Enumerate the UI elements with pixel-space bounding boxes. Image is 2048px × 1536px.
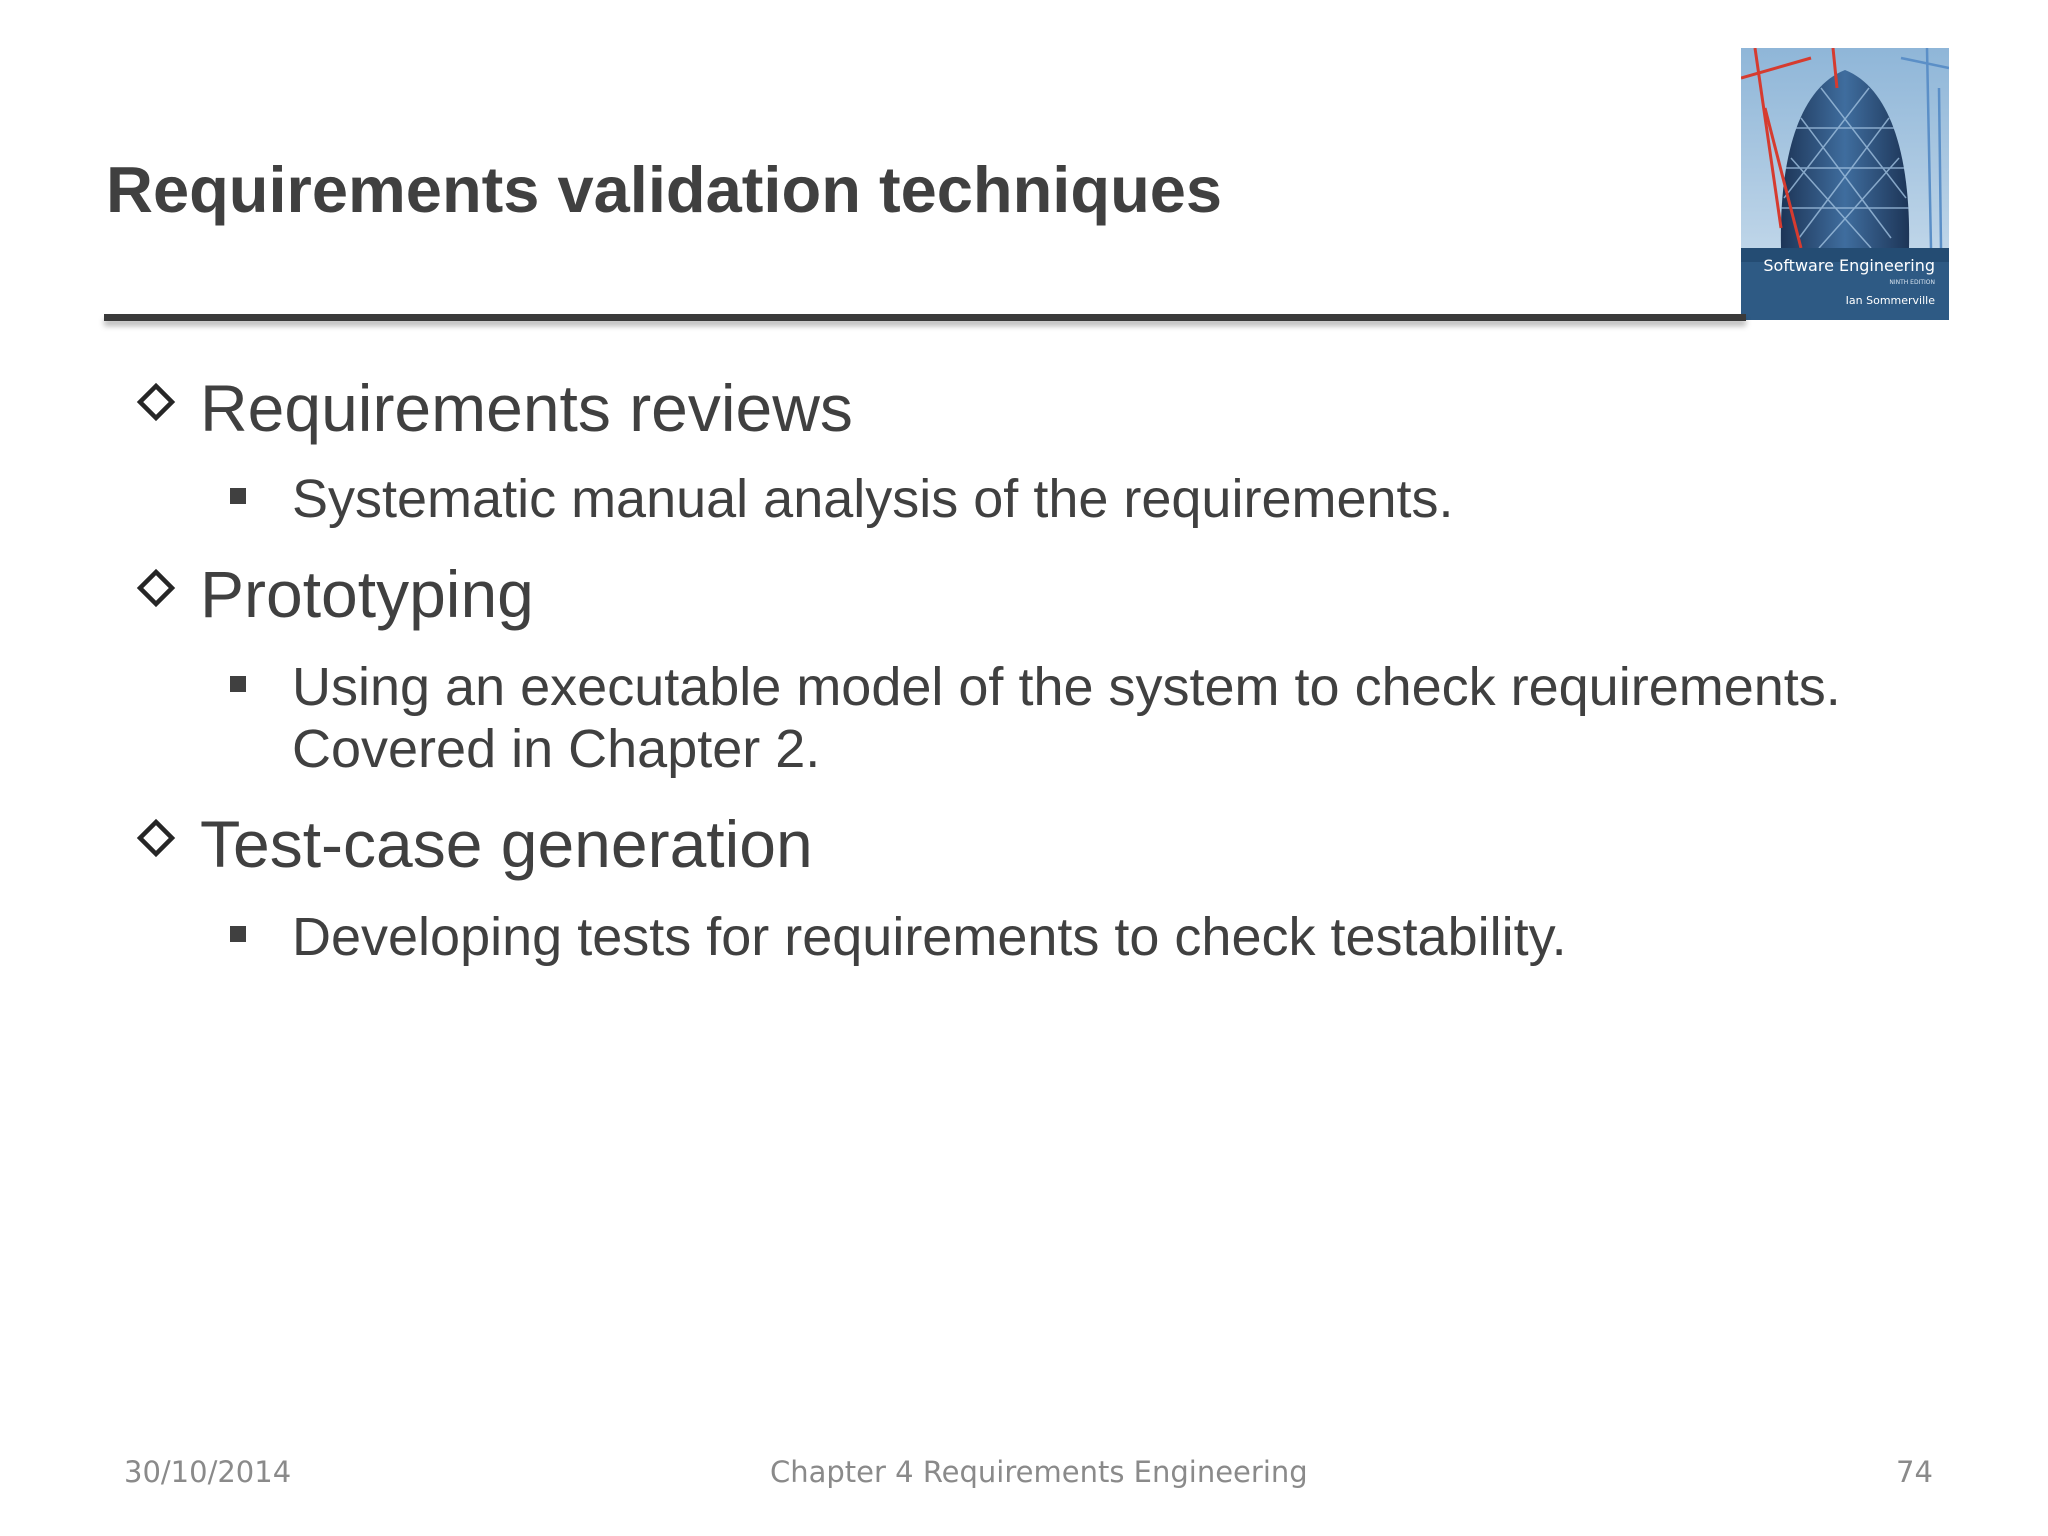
diamond-bullet-icon (136, 568, 176, 608)
sub-bullet-text (292, 656, 1841, 780)
sub-bullet-text (292, 906, 1567, 968)
footer-page-number: 74 (1896, 1455, 1933, 1489)
book-cover-title: Software Engineering (1763, 256, 1935, 275)
sub-bullet-text (292, 468, 1454, 530)
footer-chapter: Chapter 4 Requirements Engineering (770, 1455, 1308, 1489)
square-bullet-icon (230, 488, 246, 504)
bullet-label: Test-case generation (200, 807, 813, 881)
sub-bullet-line: Developing tests for requirements to check testability. (292, 907, 1567, 967)
bullet-label: Requirements reviews (200, 371, 853, 445)
book-cover-edition: NINTH EDITION (1889, 279, 1935, 286)
book-cover-author: Ian Sommerville (1845, 294, 1935, 307)
square-bullet-icon (230, 926, 246, 942)
sub-bullet-line: Using an executable model of the system to check requirements. (292, 657, 1841, 717)
diamond-bullet-icon (136, 382, 176, 422)
slide-title: Requirements validation techniques (106, 153, 1223, 226)
sub-bullet-line: Systematic manual analysis of the requirements. (292, 469, 1454, 529)
footer-date: 30/10/2014 (124, 1455, 292, 1489)
bullet-label: Prototyping (200, 557, 534, 631)
title-divider (104, 314, 1746, 321)
square-bullet-icon (230, 676, 246, 692)
sub-bullet-line: Covered in Chapter 2. (292, 719, 821, 779)
book-cover-image (1741, 48, 1949, 320)
diamond-bullet-icon (136, 818, 176, 858)
